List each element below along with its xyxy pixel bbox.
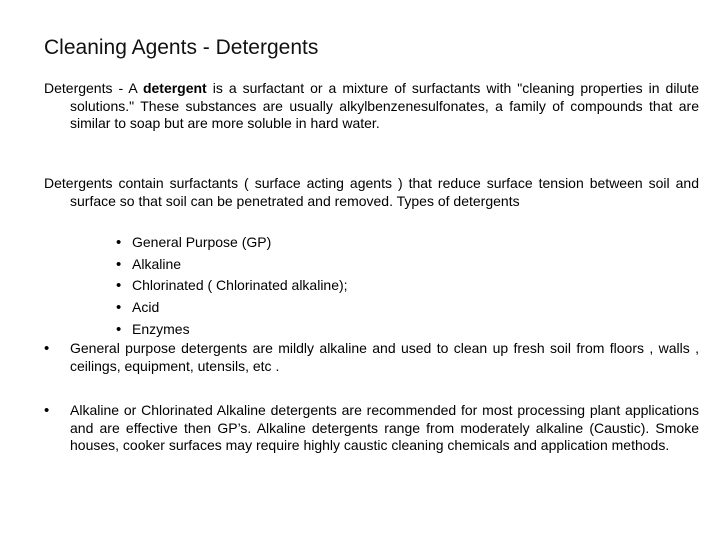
list-item: • Enzymes [116, 319, 348, 341]
bullet-icon: • [44, 340, 50, 357]
detergent-types-list [116, 232, 348, 340]
definition-lead: Detergents - A [44, 80, 143, 96]
detergent-definition-paragraph [44, 80, 699, 133]
bullet-text: Alkaline or Chlorinated Alkaline detergents are recommended for most processing plant applications and are effective then GP’s. Alkaline detergents range from moderately alkaline (Caustic). Smoke houses, cooker surfaces may require highly caustic cleaning chemicals and application methods. [70, 402, 699, 453]
definition-text: is a surfactant or a mixture of surfactants with "cleaning properties in dilute solutions." These substances are usually alkylbenzenesulfonates, a family of compounds that are similar to soap but are more soluble in hard water. [70, 80, 700, 131]
bullet-icon: • [44, 402, 50, 419]
surfactants-paragraph: Detergents contain surfactants ( surface acting agents ) that reduce surface tension between soil and surface so that soil can be penetrated and removed. Types of detergents [44, 175, 699, 209]
list-item: • Chlorinated ( Chlorinated alkaline); [116, 275, 348, 297]
alkaline-bullet [44, 402, 699, 455]
list-item: • Acid [116, 297, 348, 319]
list-item: • General Purpose (GP) [116, 232, 348, 254]
slide-title: Cleaning Agents - Detergents [44, 36, 319, 59]
definition-term: detergent [142, 80, 207, 96]
general-purpose-bullet [44, 340, 699, 375]
bullet-text: General purpose detergents are mildly alkaline and used to clean up fresh soil from floors , walls , ceilings, equipment, utensils, etc . [70, 340, 699, 374]
list-item: • Alkaline [116, 254, 348, 276]
